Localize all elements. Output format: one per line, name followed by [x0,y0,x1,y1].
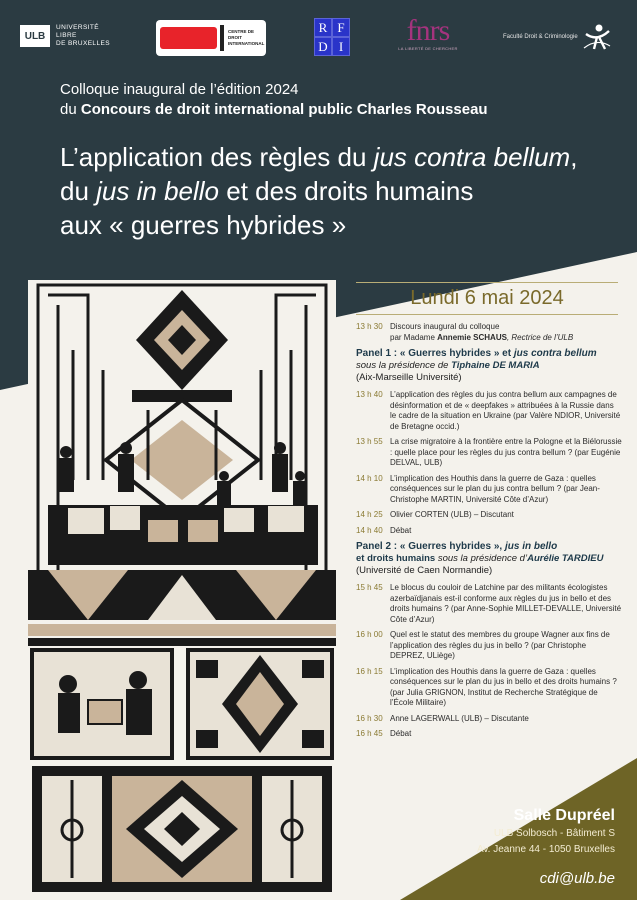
program-item: 14 h 10 L’implication des Houthis dans la guerre de Gaza : quelles conséquences sur le plan du jus contra bellum ? (par Jean-Christophe MARTIN, Université Côte d’Azur) [356,473,600,504]
main-title: L’application des règles du jus contra bellum, du jus in bello et des droits humains aux « guerres hybrides » [60,142,578,240]
program-item: 14 h 25 Olivier CORTEN (ULB) – Discutant [356,510,514,519]
fnrs-logo: fnrs LA LIBERTÉ DE CHERCHER [398,14,458,51]
cdi-logo-text: CENTRE DE DROIT INTERNATIONAL [228,29,265,46]
ulb-logo [20,24,110,48]
venue-address: Av. Jeanne 44 - 1050 Bruxelles [476,844,615,855]
cdi-logo-bar [220,25,224,51]
program-item: 16 h 00 Quel est le statut des membres du groupe Wagner aux fins de l’application des règles du jus in bello ? (par Christophe DEPREZ, ULiège) [356,630,610,660]
event-date: Lundi 6 mai 2024 [356,282,618,315]
program-item: 16 h 15 L’implication des Houthis dans la guerre de Gaza : quelles conséquences sur le plan du jus in bello et des droits humains ? (par Julia GRIGNON, Institut de Recherche Stratégique de l’École Militaire) [356,666,617,707]
panel-1-heading: Panel 1 : « Guerres hybrides » et jus contra bellum sous la présidence de Tiphaine DE MARIA (Aix-Marseille Université) [356,348,597,383]
cdi-logo [156,20,266,56]
ulb-logo-mark: ULB [20,25,50,47]
art-deco-illustration [28,280,336,896]
faculty-logo: Faculté Droit & Criminologie [503,22,612,52]
panel-2-heading: Panel 2 : « Guerres hybrides », jus in bello et droits humains sous la présidence d’Aurélie TARDIEU (Université de Caen Normandie) [356,541,604,576]
rfdi-logo: R F D I [314,18,350,56]
faculty-person-icon [582,22,612,52]
cdi-logo-red-block [160,27,217,49]
venue-building: ULB Solbosch - Bâtiment S [493,828,615,839]
colloquium-subtitle: Colloque inaugural de l’édition 2024 du Concours de droit international public Charles Rousseau [60,81,488,118]
opening-title: Discours inaugural du colloque [390,322,500,331]
program-time: 13 h 30 [356,322,383,331]
program-item: 14 h 40 Débat [356,525,412,535]
program-item: 13 h 55 La crise migratoire à la frontière entre la Pologne et la Biélorussie : quelle place pour les règles du jus contra bellum ? (par Eugénie DELVAL, ULB) [356,437,622,467]
program-item: 15 h 45 Le blocus du couloir de Latchine par des militants écologistes azerbaïdjanais est-il conforme aux règles du jus in bello et des droits humains ? (par Anne-Sophie MILLET-DEVALLE, Université Côte d’Azur) [356,583,622,624]
contact-email-link[interactable]: cdi@ulb.be [539,870,615,887]
program-item: 16 h 30 Anne LAGERWALL (ULB) – Discutante [356,713,529,723]
ulb-logo-text: UNIVERSITÉ LIBRE DE BRUXELLES [56,24,110,47]
program-item: 16 h 45 Débat [356,729,412,738]
program [356,322,622,745]
program-item: 13 h 30 Discours inaugural du colloque par Madame Annemie SCHAUS, Rectrice de l’ULB [356,322,622,343]
venue-block [477,806,615,890]
program-item: 13 h 40 L’application des règles du jus contra bellum aux campagnes de désinformation et de « deepfakes » attribuées à la Russie dans le cadre de la situation en Ukraine (par Valère NDIOR, Université de Bretagne occid.) [356,390,621,431]
venue-name: Salle Dupréel [513,807,615,824]
